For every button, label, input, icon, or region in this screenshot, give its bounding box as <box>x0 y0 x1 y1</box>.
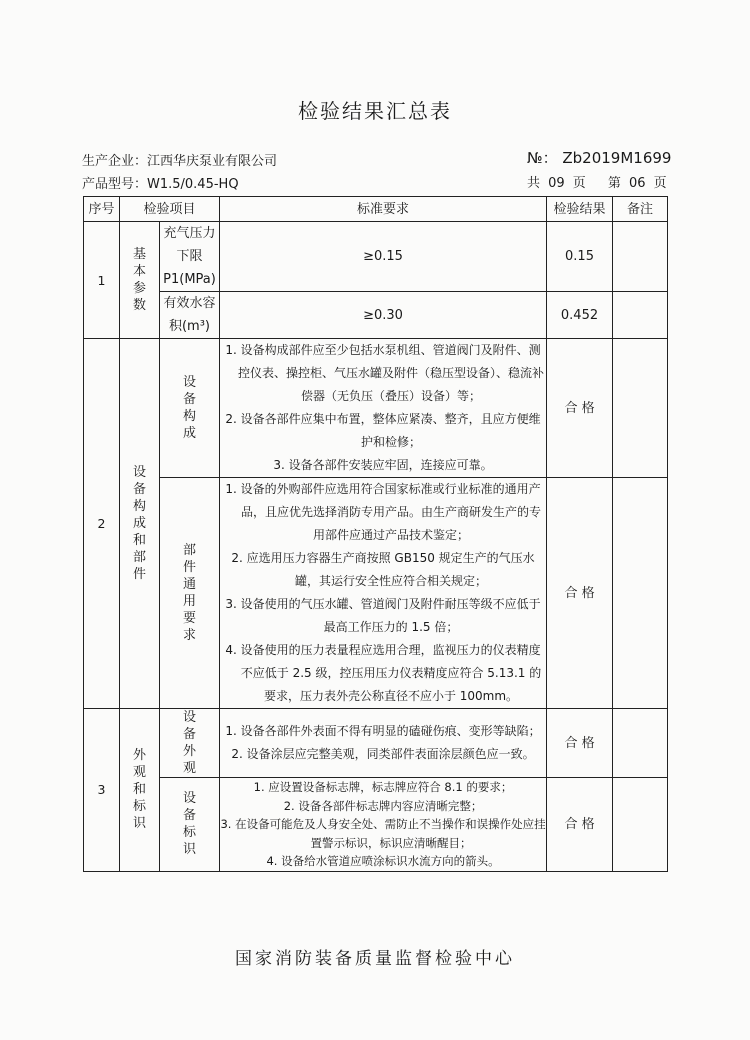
header-result: 检验结果 <box>547 197 613 222</box>
remark-cell <box>613 339 668 478</box>
group-label: 基本参数 <box>132 247 146 313</box>
header-item: 检验项目 <box>120 197 220 222</box>
remark-cell <box>613 222 668 292</box>
requirement-cell: ≥0.15 <box>220 222 547 292</box>
item-label: 设备外观 <box>182 710 196 776</box>
requirement-line: 4. 设备使用的压力表量程应选用合理，监视压力的仪表精度不应低于 2.5 级，控压用压力仪表精度应符合 5.13.1 的要求，压力表外壳公称直径不应小于 100mm。 <box>225 643 542 703</box>
header-remark: 备注 <box>613 197 668 222</box>
result-cell: 合 格 <box>547 778 613 872</box>
requirement-line: 1. 应设置设备标志牌，标志牌应符合 8.1 的要求； <box>253 780 513 794</box>
remark-cell <box>613 292 668 339</box>
seq-cell: 3 <box>84 709 120 872</box>
item-cell <box>160 778 220 872</box>
item-cell <box>160 478 220 709</box>
remark-cell <box>613 478 668 709</box>
requirement-line: 3. 在设备可能危及人身安全处、需防止不当操作和误操作处应挂置警示标识，标识应清晰醒目； <box>220 817 546 850</box>
header-requirement: 标准要求 <box>220 197 547 222</box>
table-row <box>84 292 668 339</box>
page-info <box>527 172 667 191</box>
page-number: 第 06 页 <box>607 176 667 191</box>
requirement-line: 2. 应选用压力容器生产商按照 GB150 规定生产的气压水罐，其运行安全性应符合相关规定； <box>231 551 535 588</box>
requirement-line: 4. 设备给水管道应喷涂标识水流方向的箭头。 <box>266 854 500 868</box>
requirement-line: 2. 设备各部件标志牌内容应清晰完整； <box>283 798 483 813</box>
result-table <box>83 196 668 872</box>
result-cell: 0.15 <box>547 222 613 292</box>
table-header-row <box>84 197 668 222</box>
remark-cell <box>613 709 668 778</box>
result-cell: 合 格 <box>547 339 613 478</box>
issuer-footer: 国家消防装备质量监督检验中心 <box>235 949 515 969</box>
requirement-line: 1. 设备各部件外表面不得有明显的磕碰伤痕、变形等缺陷； <box>225 724 541 738</box>
report-number: №： Zb2019M1699 <box>527 149 672 167</box>
header-seq: 序号 <box>84 197 120 222</box>
product-model: 产品型号：W1.5/0.45-HQ <box>82 177 239 192</box>
table-row <box>84 478 668 709</box>
requirement-line: 3. 设备使用的气压水罐、管道阀门及附件耐压等级不应低于最高工作压力的 1.5 倍； <box>225 597 541 634</box>
requirement-line: 1. 设备构成部件应至少包括水泵机组、管道阀门及附件、测控仪表、操控柜、气压水罐及附件（稳压型设备）、稳流补偿器（无负压（叠压）设备）等； <box>225 343 545 403</box>
table-row <box>84 339 668 478</box>
requirement-cell: ≥0.30 <box>220 292 547 339</box>
result-cell: 0.452 <box>547 292 613 339</box>
table-row <box>84 778 668 872</box>
requirement-line: 3. 设备各部件安装应牢固，连接应可靠。 <box>273 458 493 472</box>
item-label: 设备构成 <box>182 375 196 441</box>
group-label: 设备构成和部件 <box>132 465 146 582</box>
item-label: 设备标识 <box>182 791 196 858</box>
table-row <box>84 709 668 778</box>
group-cell <box>120 709 160 872</box>
requirement-cell <box>220 709 547 778</box>
requirement-cell <box>220 778 547 872</box>
requirement-line: 2. 设备涂层应完整美观，同类部件表面涂层颜色应一致。 <box>231 747 535 761</box>
item-label: 部件通用要求 <box>182 543 196 643</box>
item-cell: 有效水容积(m³) <box>160 292 220 339</box>
group-label: 外观和标识 <box>132 748 146 832</box>
group-cell <box>120 222 160 339</box>
table-row <box>84 222 668 292</box>
seq-cell: 1 <box>84 222 120 339</box>
remark-cell <box>613 778 668 872</box>
item-cell <box>160 339 220 478</box>
requirement-cell <box>220 339 547 478</box>
company-name: 生产企业：江西华庆泵业有限公司 <box>82 154 278 169</box>
requirement-line: 1. 设备的外购部件应选用符合国家标准或行业标准的通用产品，且应优先选择消防专用产品。由生产商研发生产的专用部件应通过产品技术鉴定； <box>225 482 542 542</box>
result-cell: 合 格 <box>547 478 613 709</box>
seq-cell: 2 <box>84 339 120 709</box>
requirement-line: 2. 设备各部件应集中布置，整体应紧凑、整齐，且应方便维护和检修； <box>225 412 541 449</box>
item-cell <box>160 709 220 778</box>
total-pages: 共 09 页 <box>527 176 586 191</box>
document-title: 检验结果汇总表 <box>298 99 452 123</box>
result-cell: 合 格 <box>547 709 613 778</box>
group-cell <box>120 339 160 709</box>
item-cell: 充气压力下限P1(MPa) <box>160 222 220 292</box>
requirement-cell <box>220 478 547 709</box>
